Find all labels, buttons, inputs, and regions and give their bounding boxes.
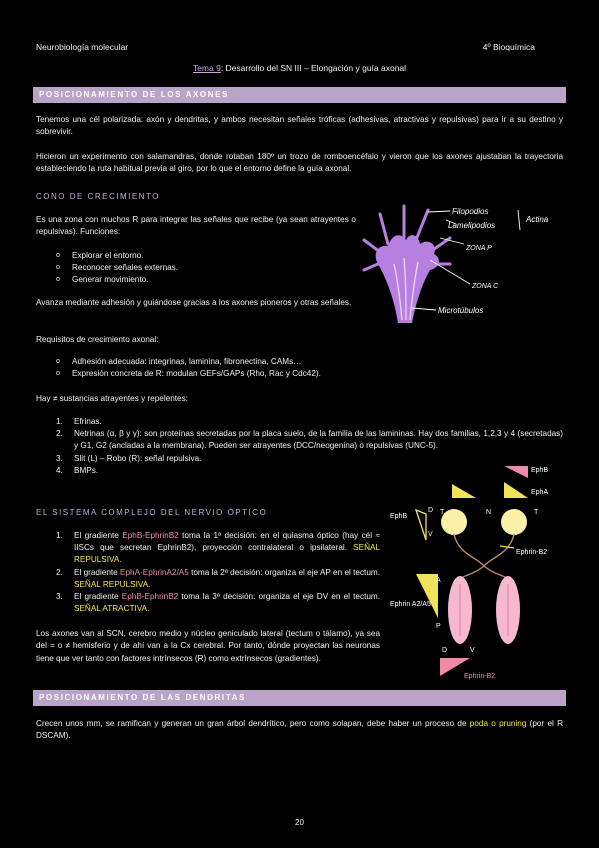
label-lamelipodios: Lamelipodios bbox=[448, 221, 496, 230]
list-item: 3. El gradiente EphB-EphrinB2 toma la 3ª decisión: organiza el eje DV en el tectum. SEÑAL ATRACTIVA. bbox=[56, 592, 380, 614]
paragraph-polarizada: Tenemos una cél polarizada: axón y dendritas, y ambos necesitan señales tróficas (adhesivas, atractivas y repulsivas) para ir a su destino y sobrevivir. bbox=[36, 115, 563, 137]
course-name: Neurobiología molecular bbox=[36, 42, 129, 52]
list-item: 1. El gradiente EphB-EphrinB2 toma la 1ª decisión: en el quiasma óptico (hay cél ≈ IISCs que secretan EphrinB2), proyección contralateral o ipsilateral. SEÑAL REPULSIVA. bbox=[56, 531, 380, 565]
label-microtubulos: Microtúbulos bbox=[438, 306, 484, 315]
label-ephrin-b2-right: Ephrin-B2 bbox=[516, 549, 548, 556]
functions-list bbox=[36, 250, 356, 287]
paragraph-cono-intro: Es una zona con muchos R para integrar las señales que recibe (ya sean atrayentes o repulsivas). Funciones: bbox=[36, 215, 356, 237]
subheading-cono: CONO DE CRECIMIENTO bbox=[36, 192, 160, 201]
subheading-optico: EL SISTEMA COMPLEJO DEL NERVIO ÓPTICO bbox=[36, 508, 268, 517]
course-year: 4º Bioquímica bbox=[482, 42, 535, 52]
list-item: 1. Efrinas. bbox=[56, 417, 102, 426]
label-ephb-left: EphB bbox=[390, 513, 408, 520]
label-zona-p: ZONA P bbox=[466, 245, 492, 252]
list-item: o Adhesión adecuada: integrinas, laminina, fibronectina, CAMs… bbox=[36, 356, 456, 368]
section-heading-dendritas: POSICIONAMIENTO DE LAS DENDRITAS bbox=[33, 690, 566, 706]
label-v-top: V bbox=[428, 531, 433, 538]
page-title bbox=[0, 63, 599, 73]
list-item: 4. BMPs. bbox=[56, 465, 99, 475]
list-item: o Reconocer señales externas. bbox=[36, 262, 356, 274]
list-item: o Explorar el entorno. bbox=[36, 250, 356, 262]
label-ephrin-b2-bottom: Ephrin-B2 bbox=[464, 673, 496, 680]
optico-list bbox=[36, 530, 380, 615]
label-ephb: EphB bbox=[531, 467, 549, 474]
list-item: 3. Slit (L) – Robo (R): señal repulsiva. bbox=[56, 453, 202, 463]
requirements-title: Requisitos de crecimiento axonal: bbox=[36, 335, 159, 344]
label-a: A bbox=[436, 577, 441, 584]
page-number: 20 bbox=[295, 818, 304, 827]
list-item: 2. El gradiente EphA-EphrinA2/A5 toma la 2ª decisión: organiza el eje AP en el tectum. SEÑAL REPULSIVA. bbox=[56, 567, 380, 589]
label-d-top: D bbox=[428, 507, 434, 514]
label-p: P bbox=[436, 623, 441, 630]
label-ephrin-a: Ephrin A2/A5 bbox=[390, 601, 431, 608]
label-epha: EphA bbox=[531, 489, 549, 496]
topic-title: : Desarrollo del SN III – Elongación y guía axonal bbox=[220, 63, 407, 73]
requirements-list bbox=[36, 356, 456, 380]
list-item: o Expresión concreta de R: modulan GEFs/GAPs (Rho, Rac y Cdc42). bbox=[36, 368, 456, 380]
paragraph-salamandras: Hicieron un experimento con salamandras, donde rotaban 180º un trozo de romboencéfalo y vieron que los axones ajustaban la trayectoria estableciendo la ruta habitual previa al giro, por lo que el entorno define la guía axonal. bbox=[36, 152, 563, 174]
optic-nerve-figure bbox=[388, 462, 564, 684]
label-filopodios: Filopodios bbox=[452, 207, 489, 216]
sustancias-title: Hay ≠ sustancias atrayentes y repelentes: bbox=[36, 394, 188, 403]
list-item: 2. Netrinas (α, β y γ): son proteínas secretadas por la placa suelo, de la familia de las lamininas. Hay dos familias, 1,2,3 y 4 (secretadas) y G1, G2 (ancladas a la membrana). Pueden ser atrayentes (DCC/neogenina) o repulsivas (UNC-5). bbox=[56, 429, 563, 451]
topic-number: Tema 9 bbox=[192, 63, 221, 73]
label-t-right: T bbox=[534, 509, 539, 516]
paragraph-axones-scn: Los axones van al SCN, cerebro medio y núcleo geniculado lateral (tectum o tálamo), ya sea del = o ≠ hemisferio y de ahí van a la Cx cerebral. Por tanto, dónde proyectan las neuronas tiene que ver tanto con factores intrínsecos (R) como extrínsecos (gradientes). bbox=[36, 629, 380, 663]
list-item: o Generar movimiento. bbox=[36, 274, 356, 286]
label-zona-c: ZONA C bbox=[472, 283, 499, 290]
label-v-bottom: V bbox=[470, 647, 475, 654]
label-actina: Actina bbox=[526, 215, 549, 224]
growth-cone-figure bbox=[358, 198, 568, 333]
paragraph-avanza: Avanza mediante adhesión y guiándose gracias a los axones pioneros y otras señales. bbox=[36, 298, 352, 307]
label-t-left: T bbox=[440, 509, 445, 516]
label-d-bottom: D bbox=[442, 647, 448, 654]
label-n: N bbox=[486, 509, 492, 516]
paragraph-dendritas: Crecen unos mm, se ramifican y generan un gran árbol dendrítico, pero como solapan, debe haber un proceso de poda o pruning (por el R DSCAM). bbox=[36, 719, 564, 741]
section-heading-axones: POSICIONAMIENTO DE LOS AXONES bbox=[33, 87, 566, 103]
